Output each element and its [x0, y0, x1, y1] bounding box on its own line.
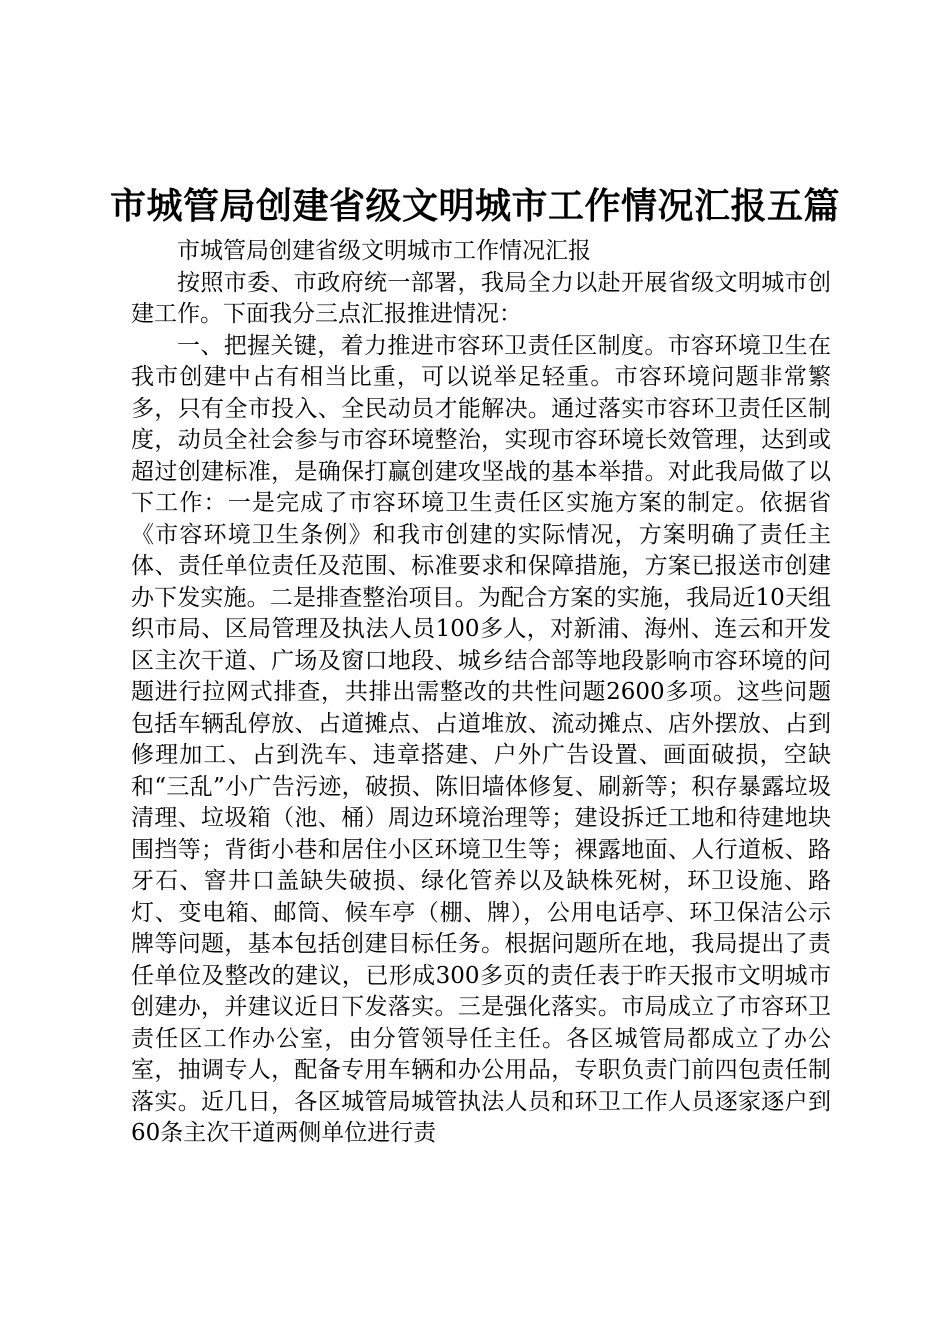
section-one-paragraph: 一、把握关键，着力推进市容环卫责任区制度。市容环境卫生在我市创建中占有相当比重，可以说举足轻重。市容环境问题非常繁多，只有全市投入、全民动员才能解决。通过落实市容环卫责任区制度，动员全社会参与市容环境整治，实现市容环境长效管理，达到或超过创建标准，是确保打赢创建攻坚战的基本举措。对此我局做了以下工作：一是完成了市容环境卫生责任区实施方案的制定。依据省《市容环境卫生条例》和我市创建的实际情况，方案明确了责任主体、责任单位责任及范围、标准要求和保障措施，方案已报送市创建办下发实施。二是排查整治项目。为配合方案的实施，我局近10天组织市局、区局管理及执法人员100多人，对新浦、海州、连云和开发区主次干道、广场及窗口地段、城乡结合部等地段影响市容环境的问题进行拉网式排查，共排出需整改的共性问题2600多项。这些问题包括车辆乱停放、占道摊点、占道堆放、流动摊点、店外摆放、占到修理加工、占到洗车、违章搭建、户外广告设置、画面破损，空缺和“三乱”小广告污迹，破损、陈旧墙体修复、刷新等；积存暴露垃圾清理、垃圾箱（池、桶）周边环境治理等；建设拆迁工地和待建地块围挡等；背街小巷和居住小区环境卫生等；裸露地面、人行道板、路牙石、窨井口盖缺失破损、绿化管养以及缺株死树，环卫设施、路灯、变电箱、邮筒、候车亭（棚、牌），公用电话亭、环卫保洁公示牌等问题，基本包括创建目标任务。根据问题所在地，我局提出了责任单位及整改的建议，已形成300多页的责任表于昨天报市文明城市创建办，并建议近日下发落实。三是强化落实。市局成立了市容环卫责任区工作办公室，由分管领导任主任。各区城管局都成立了办公室，抽调专人，配备专用车辆和办公用品，专职负责门前四包责任制落实。近几日，各区城管局城管执法人员和环卫工作人员逐家逐户到60条主次干道两侧单位进行责 — [131, 332, 831, 1146]
document-title: 市城管局创建省级文明城市工作情况汇报五篇 — [109, 185, 840, 227]
document-body — [131, 236, 831, 1150]
intro-paragraph: 按照市委、市政府统一部署，我局全力以赴开展省级文明城市创建工作。下面我分三点汇报推进情况： — [131, 269, 831, 327]
subtitle-paragraph: 市城管局创建省级文明城市工作情况汇报 — [177, 238, 591, 264]
